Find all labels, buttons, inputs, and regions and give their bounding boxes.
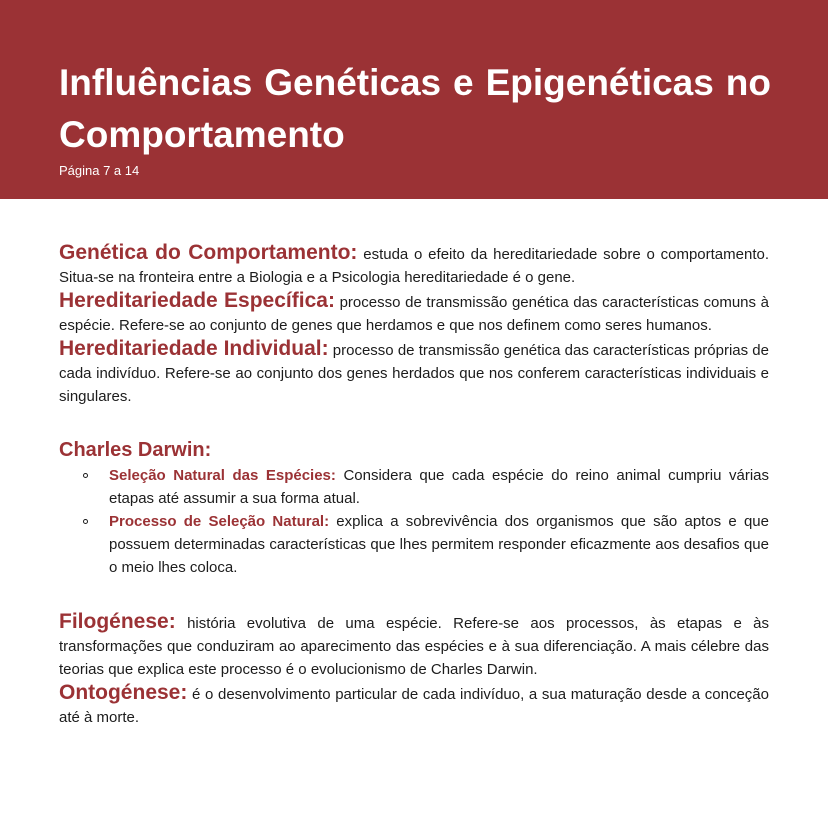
spacer: [59, 408, 769, 436]
definition-text: é o desenvolvimento particular de cada indivíduo, a sua maturação desde a conceção até à morte.: [59, 686, 769, 726]
definition-genetica-comportamento: [59, 241, 769, 289]
definition-text: estuda o efeito da hereditariedade sobre o comportamento. Situa-se na fronteira entre a Biologia e a Psicologia hereditariedade é o gene.: [59, 246, 769, 286]
bullet-term: Processo de Seleção Natural:: [109, 513, 330, 530]
definition-term: Ontogénese:: [59, 681, 188, 704]
definition-hereditariedade-individual: [59, 337, 769, 408]
content-body: [59, 241, 769, 729]
header-banner: [0, 0, 828, 199]
darwin-bullet-list: [59, 464, 769, 579]
definition-text: processo de transmissão genética das características próprias de cada indivíduo. Refere-se ao conjunto dos genes herdados que nos conferem características individuais e singulares.: [59, 342, 769, 405]
hollow-circle-bullet-icon: [83, 519, 88, 524]
list-item: [59, 510, 769, 579]
definition-ontogenese: [59, 681, 769, 729]
definition-text: história evolutiva de uma espécie. Refere-se aos processos, às etapas e às transformações que conduziram ao aparecimento das espécies e à sua diferenciação. A mais célebre das teorias que explica este processo é o evolucionismo de Charles Darwin.: [59, 615, 769, 678]
definition-hereditariedade-especifica: [59, 289, 769, 337]
definition-filogenese: [59, 610, 769, 681]
definition-term: Hereditariedade Individual:: [59, 337, 329, 360]
page-number-label: Página 7 a 14: [59, 163, 140, 178]
bullet-text: Considera que cada espécie do reino animal cumpriu várias etapas até assumir a sua forma atual.: [109, 467, 769, 507]
definition-text: processo de transmissão genética das características comuns à espécie. Refere-se ao conjunto de genes que herdamos e que nos definem como seres humanos.: [59, 294, 770, 334]
definition-term: Filogénese:: [59, 610, 176, 633]
bullet-term: Seleção Natural das Espécies:: [109, 467, 336, 484]
hollow-circle-bullet-icon: [83, 473, 88, 478]
definition-term: Genética do Comportamento:: [59, 241, 358, 264]
document-title: Influências Genéticas e Epigenéticas no Comportamento: [59, 62, 771, 155]
list-item: [59, 464, 769, 510]
section-heading-darwin: Charles Darwin:: [59, 439, 212, 461]
spacer: [59, 579, 769, 610]
definition-term: Hereditariedade Específica:: [59, 289, 335, 312]
bullet-text: explica a sobrevivência dos organismos que são aptos e que possuem determinadas características que lhes permitem responder eficazmente aos desafios que o meio lhes coloca.: [109, 513, 769, 576]
